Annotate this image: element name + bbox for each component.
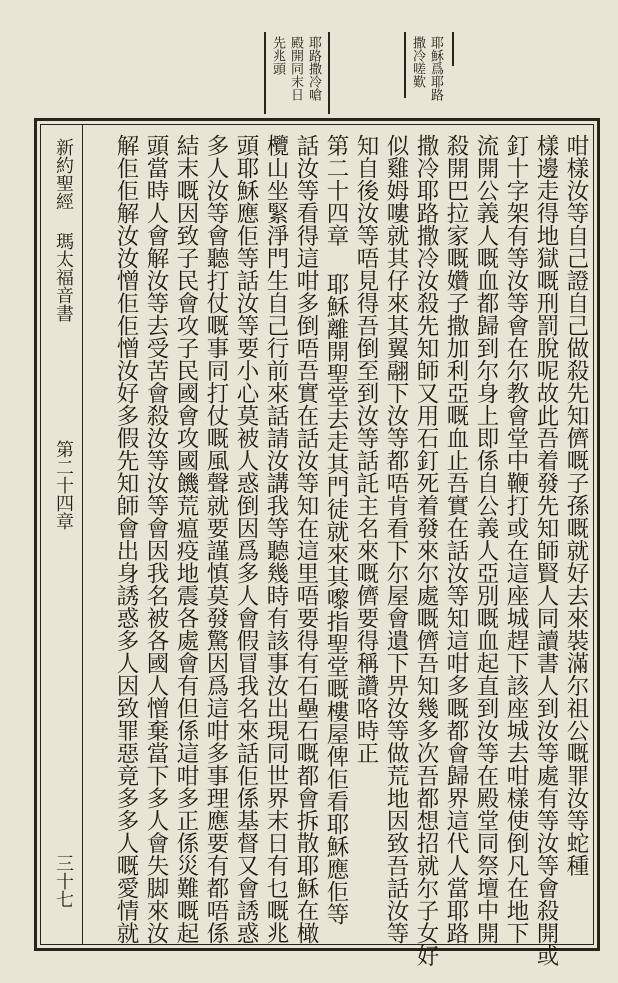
chapter-label: 第二十四章: [53, 440, 74, 530]
text-column: 欖山坐緊淨門生自己行前來話請汝講我等聽幾時有該事汝出現同世界末日有乜嘅兆: [263, 134, 289, 944]
text-column: 咁樣汝等自己證自己做殺先知儕嘅子孫嘅就好去來裝滿尔祖公嘅罪汝等蛇種: [563, 134, 589, 877]
text-column: 樣邊走得地獄嘅刑罰脫呢故此吾着發先知師賢人同讀書人到汝等處有等汝等會殺開或: [533, 134, 559, 967]
text-column: 釘十字架有等汝等會在尔教會堂中鞭打或在這座城趕下該座城去咁樣使倒凡在地下: [503, 134, 529, 944]
book-title: 新約聖經: [53, 138, 74, 210]
text-column: 結末嘅因致子民會攻子民國會攻國饑荒瘟疫地震各處會有但係這咁多正係災難嘅起: [173, 134, 199, 944]
text-column: 多人汝等會聽打仗嘅事同打仗嘅風聲就要謹慎莫發驚因爲這咁多事理應要有都唔係: [203, 134, 229, 944]
text-column: 頭耶穌應佢等話汝等要小心莫被人惑倒因爲多人會假冒我名來話佢係基督又會誘惑: [233, 134, 259, 944]
margin-bracket: [264, 32, 266, 114]
margin-note: 耶路撒冷嗆: [306, 36, 321, 101]
margin-bracket: [328, 32, 330, 114]
page-number: 三十七: [53, 854, 74, 908]
book-name: 瑪太福音書: [53, 232, 74, 322]
text-column: 殺開巴拉家嘅㜺子撒加利亞嘅血止吾實在話汝等知這咁多嘅都會歸界這代人當耶路: [443, 134, 469, 944]
text-column: 第二十四章 耶穌離開聖堂去走其門徒就來其嚟指聖堂嘅樓屋俾佢看耶穌應佢等: [323, 134, 349, 925]
text-column: 解佢佢解汝汝憎佢佢憎汝好多假先知師會出身誘惑多人因致罪惡竟多多人嘅愛情就: [113, 134, 139, 944]
margin-bracket: [452, 32, 454, 66]
margin-note: 先兆頭: [270, 36, 285, 75]
text-column: 知自後汝等唔見得吾倒至到汝等話託主名來嘅儕要得稱讚咯時正: [353, 134, 379, 764]
sidebar-divider: [82, 124, 83, 945]
text-column: 流開公義人嘅血都歸到尔身上即係自公義人亞別嘅血起直到汝等在殿堂同祭壇中開: [473, 134, 499, 944]
text-column: 頭當時人會解汝等去受苦會殺汝等汝等會因我名被各國人憎棄當下多人會失脚來汝: [143, 134, 169, 944]
text-column: 話汝等看得這咁多倒唔吾實在話汝等知在這里唔要得有石壘石嘅都會拆散耶穌在橄: [293, 134, 319, 944]
margin-note: 耶穌爲耶路: [428, 36, 443, 101]
margin-note: 殿開同末日: [288, 36, 303, 101]
text-column: 似雞姆嘍就其仔來其翼翮下汝等都唔肯看下尔屋會遺下畀汝等做荒地因致吾話汝等: [383, 134, 409, 944]
margin-bracket: [404, 32, 406, 98]
text-column: 撒冷耶路撒冷汝殺先知師又用石釘死着發來尔處嘅儕吾知幾多次吾都想招就尔子女好: [413, 134, 439, 967]
margin-note: 撒冷嗟歎: [410, 36, 425, 88]
